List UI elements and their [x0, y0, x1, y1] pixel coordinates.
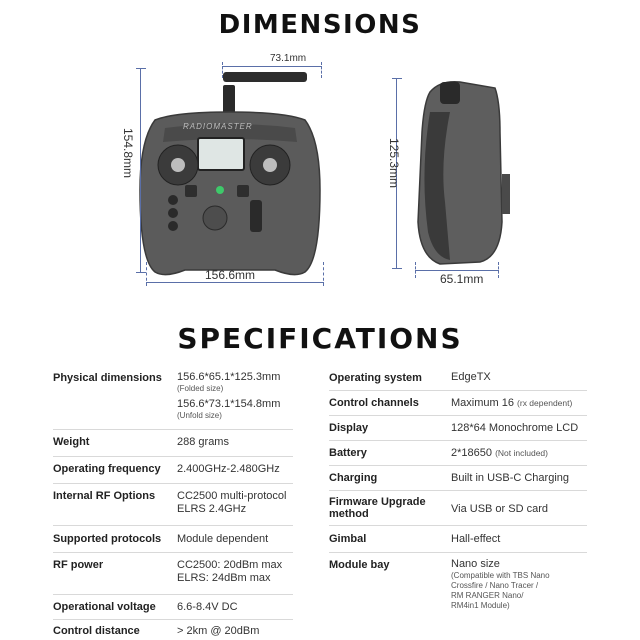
side-height-label: 125.3mm	[387, 138, 401, 189]
spec-label: Physical dimensions	[53, 372, 162, 384]
front-view-figure	[125, 50, 335, 290]
spec-row	[53, 366, 293, 430]
spec-row	[329, 391, 587, 416]
spec-value: 2.400GHz-2.480GHz	[177, 463, 280, 475]
spec-label: Control distance	[53, 625, 140, 637]
side-antenna	[440, 82, 460, 104]
spec-row	[53, 526, 293, 553]
spec-label: Display	[329, 422, 369, 434]
front-height-label: 154.8mm	[121, 128, 135, 179]
spec-row	[53, 430, 293, 457]
spec-value: > 2km @ 20dBm	[177, 625, 260, 637]
front-width-line	[146, 282, 324, 283]
power-led	[216, 186, 224, 194]
specifications-heading: SPECIFICATIONS	[177, 322, 463, 355]
spec-label: Battery	[329, 447, 367, 459]
spec-row	[53, 553, 293, 595]
spec-label: Control channels	[329, 397, 419, 409]
spec-row	[329, 526, 587, 553]
spec-label: Charging	[329, 472, 378, 484]
spec-value: CC2500: 20dBm max ELRS: 24dBm max	[177, 559, 283, 584]
spec-value: 128*64 Monochrome LCD	[451, 422, 579, 434]
spec-value: Built in USB-C Charging	[451, 472, 569, 484]
front-height-line	[140, 68, 141, 273]
spec-value: 2*18650 (Not included)	[451, 447, 548, 459]
spec-row	[329, 491, 587, 526]
radio-front-illustration	[125, 50, 335, 290]
spec-label: Weight	[53, 436, 90, 448]
spec-label: Supported protocols	[53, 533, 162, 545]
radio-side-illustration	[400, 72, 520, 272]
spec-row	[329, 466, 587, 491]
spec-row	[53, 595, 293, 620]
spec-value: Hall-effect	[451, 533, 501, 545]
spec-label: Operational voltage	[53, 601, 156, 613]
spec-value: 156.6*73.1*154.8mm (Unfold size)	[177, 398, 281, 420]
side-depth-label: 65.1mm	[440, 272, 484, 286]
spec-row	[329, 553, 587, 617]
spec-label: Operating system	[329, 372, 422, 384]
spec-row	[329, 366, 587, 391]
dimensions-heading: DIMENSIONS	[218, 10, 422, 40]
side-depth-line	[415, 270, 499, 271]
spec-value: 288 grams	[177, 436, 229, 448]
spec-value: Maximum 16 (rx dependent)	[451, 397, 573, 409]
spec-value: Via USB or SD card	[451, 503, 549, 515]
spec-label: Gimbal	[329, 533, 367, 545]
scroll-wheel	[250, 200, 262, 232]
antenna-width-label: 73.1mm	[270, 53, 307, 64]
spec-row	[53, 457, 293, 484]
spec-column-left	[53, 366, 293, 640]
spec-value: Nano size (Compatible with TBS Nano Crossfire / Nano Tracer / RM RANGER Nano/ RM4in1 Module)	[451, 558, 550, 610]
spec-label: Operating frequency	[53, 463, 161, 475]
spec-row	[329, 441, 587, 466]
spec-label: Internal RF Options	[53, 490, 156, 502]
front-width-label: 156.6mm	[205, 268, 256, 282]
lcd-screen	[198, 138, 244, 170]
spec-row	[53, 620, 293, 640]
antenna-arm	[223, 72, 307, 82]
antenna-width-line	[222, 66, 322, 67]
spec-label: Module bay	[329, 559, 390, 571]
spec-value: EdgeTX	[451, 371, 491, 383]
spec-label: Firmware Upgrade method	[329, 496, 426, 520]
spec-value: Module dependent	[177, 533, 269, 545]
spec-row	[53, 484, 293, 526]
brand-label: RADIOMASTER	[183, 122, 253, 131]
spec-column-right	[329, 366, 587, 640]
spec-row	[329, 416, 587, 441]
spec-value: 156.6*65.1*125.3mm (Folded size)	[177, 371, 281, 393]
spec-label: RF power	[53, 559, 104, 571]
spec-value: CC2500 multi-protocol ELRS 2.4GHz	[177, 490, 287, 515]
spec-value: 6.6-8.4V DC	[177, 601, 238, 613]
side-view-figure	[400, 72, 520, 272]
